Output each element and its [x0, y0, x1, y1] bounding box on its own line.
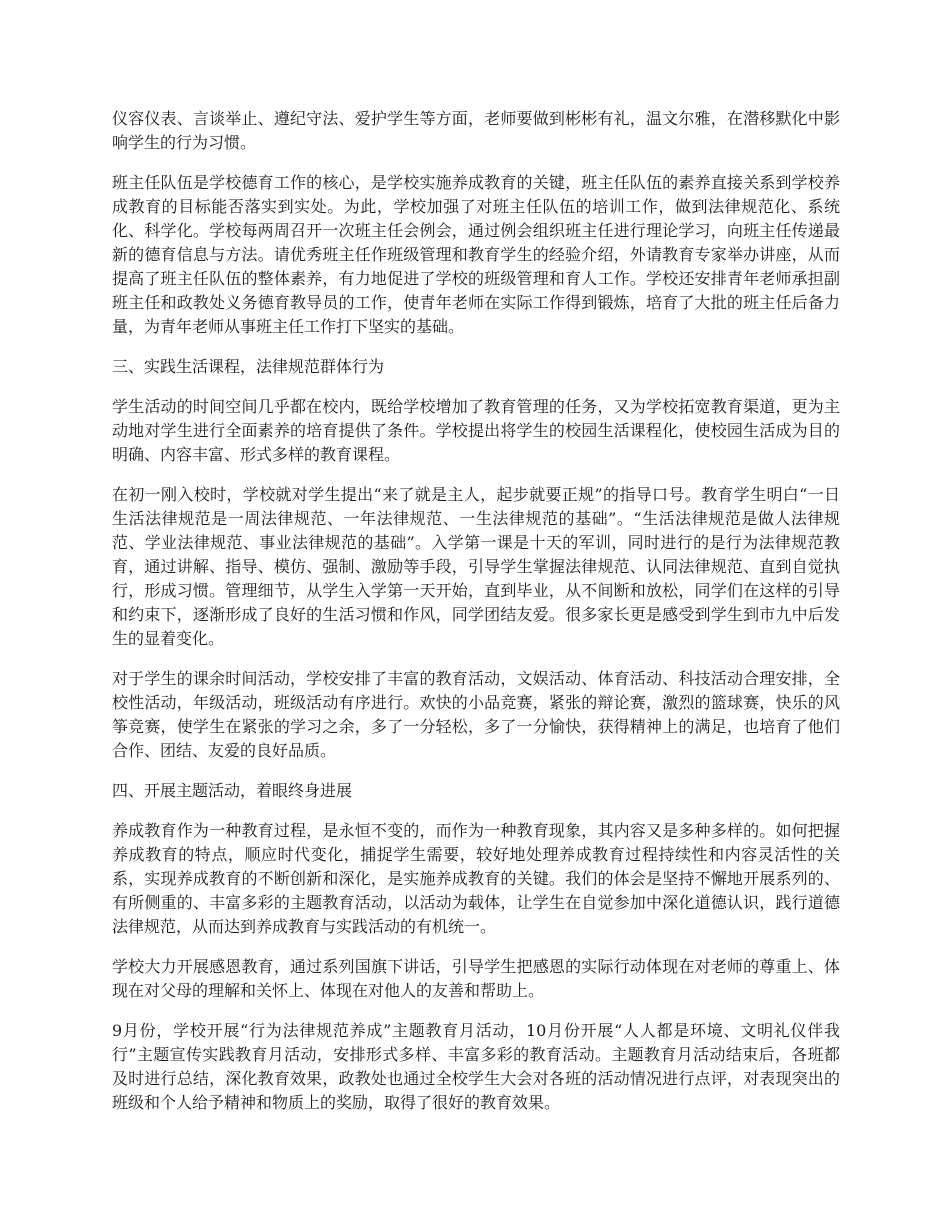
- paragraph-theme-month: 9月份，学校开展“行为法律规范养成”主题教育月活动，10月份开展“人人都是环境、文明礼仪伴我行”主题宣传实践教育月活动，安排形式多样、丰富多彩的教育活动。主题教育月活动结束后，各班都及时进行总结，深化教育效果，政教处也通过全校学生大会对各班的活动情况进行点评，对表现突出的班级和个人给予精神和物质上的奖励，取得了很好的教育效果。: [112, 1021, 840, 1112]
- section-heading-4: 四、开展主题活动，着眼终身进展: [112, 781, 353, 800]
- paragraph-etiquette: 仪容仪表、言谈举止、遵纪守法、爱护学生等方面，老师要做到彬彬有礼，温文尔雅，在潜移默化中影响学生的行为习惯。: [112, 109, 840, 152]
- document-body: [112, 107, 840, 1131]
- section-heading-3: 三、实践生活课程，法律规范群体行为: [112, 357, 385, 376]
- paragraph-habit-education: 养成教育作为一种教育过程，是永恒不变的，而作为一种教育现象，其内容又是多种多样的。如何把握养成教育的特点，顺应时代变化，捕捉学生需要，较好地处理养成教育过程持续性和内容灵活性的关系，实现养成教育的不断创新和深化，是实施养成教育的关键。我们的体会是坚持不懈地开展系列的、有所侧重的、丰富多彩的主题教育活动，以活动为载体，让学生在自觉参加中深化道德认识，践行道德法律规范，从而达到养成教育与实践活动的有机统一。: [112, 821, 840, 936]
- paragraph-freshman-guidance: 在初一刚入校时，学校就对学生提出“来了就是主人，起步就要正规”的指导口号。教育学生明白“一日生活法律规范是一周法律规范、一年法律规范、一生法律规范的基础”。“生活法律规范是做人法律规范、学业法律规范、事业法律规范的基础”。入学第一课是十天的军训，同时进行的是行为法律规范教育，通过讲解、指导、模仿、强制、激励等手段，引导学生掌握法律规范、认同法律规范、直到自觉执行，形成习惯。管理细节，从学生入学第一天开始，直到毕业，从不间断和放松，同学们在这样的引导和约束下，逐渐形成了良好的生活习惯和作风，同学团结友爱。很多家长更是感受到学生到市九中后发生的显着变化。: [112, 485, 840, 648]
- paragraph-gratitude-education: 学校大力开展感恩教育，通过系列国旗下讲话，引导学生把感恩的实际行动体现在对老师的尊重上、体现在对父母的理解和关怀上、体现在对他人的友善和帮助上。: [112, 957, 840, 1000]
- paragraph-extracurricular: 对于学生的课余时间活动，学校安排了丰富的教育活动，文娱活动、体育活动、科技活动合理安排，全校性活动，年级活动，班级活动有序进行。欢快的小品竞赛，紧张的辩论赛，激烈的篮球赛，快乐的风筝竞赛，使学生在紧张的学习之余，多了一分轻松，多了一分愉快，获得精神上的满足，也培育了他们合作、团结、友爱的良好品质。: [112, 669, 840, 760]
- paragraph-student-activity-space: 学生活动的时间空间几乎都在校内，既给学校增加了教育管理的任务，又为学校拓宽教育渠道，更为主动地对学生进行全面素养的培育提供了条件。学校提出将学生的校园生活课程化，使校园生活成为目的明确、内容丰富、形式多样的教育课程。: [112, 397, 840, 464]
- paragraph-head-teacher-team: 班主任队伍是学校德育工作的核心，是学校实施养成教育的关键，班主任队伍的素养直接关系到学校养成教育的目标能否落实到实处。为此，学校加强了对班主任队伍的培训工作，做到法律规范化、系统化、科学化。学校每两周召开一次班主任会例会，通过例会组织班主任进行理论学习，向班主任传递最新的德育信息与方法。请优秀班主任作班级管理和教育学生的经验介绍，外请教育专家举办讲座，从而提高了班主任队伍的整体素养，有力地促进了学校的班级管理和育人工作。学校还安排青年老师承担副班主任和政教处义务德育教导员的工作，使青年老师在实际工作得到锻炼，培育了大批的班主任后备力量，为青年老师从事班主任工作打下坚实的基础。: [112, 173, 840, 336]
